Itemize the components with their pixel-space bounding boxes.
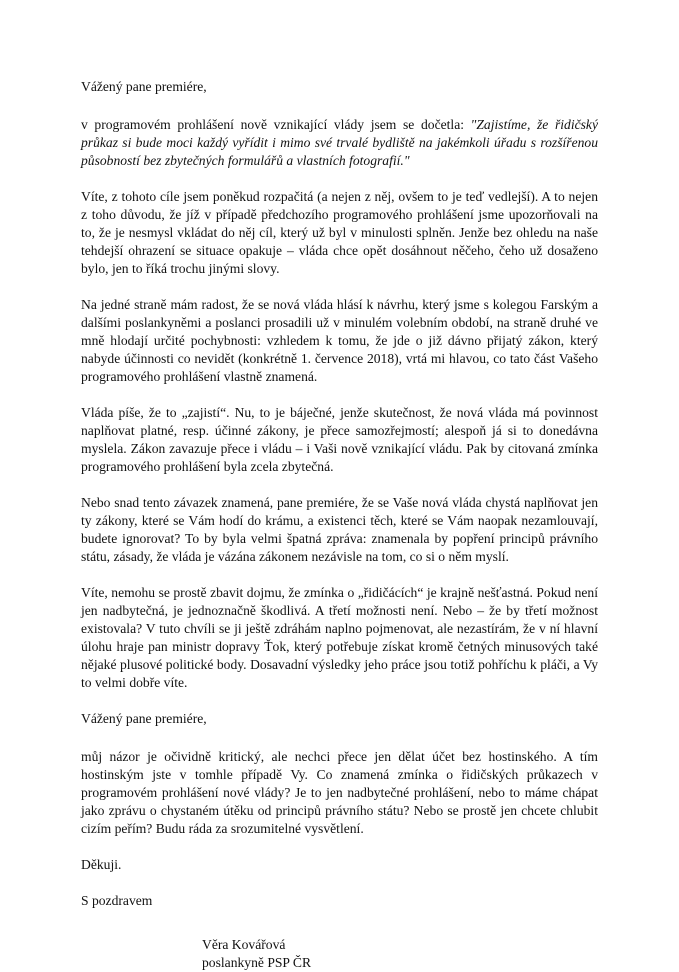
paragraph-7: můj názor je očividně kritický, ale nechci přece jen dělat účet bez hostinského. A tím hostinským jste v tomhle případě Vy. Co znamená zmínka o řidičských průkazech v programovém prohlášení nové vlády? Je to jen nadbytečné prohlášení, nebo to máme chápat jako zprávu o chystaném útěku od principů právního státu? Nebo se prostě jen chcete chlubit cizím peřím? Budu ráda za srozumitelné vysvětlení. — [81, 749, 598, 836]
signature-block — [202, 936, 598, 972]
paragraph-6: Víte, nemohu se prostě zbavit dojmu, že zmínka o „řidičácích“ je krajně nešťastná. Pokud není jen nadbytečná, je jednoznačně škodlivá. A třetí možnosti není. Nebo – že by třetí možnost existovala? V tuto chvíli se ji ještě zdráhám naplno pojmenovat, ale nezastírám, že v ní hlavní úlohu hraje pan ministr dopravy Ťok, který potřebuje získat kromě četných minusových také nějaké plusové politické body. Dosavadní výsledky jeho práce jsou totiž pohříchu k pláči, a Vy to velmi dobře víte. — [81, 585, 598, 690]
closing: S pozdravem — [81, 893, 153, 908]
salutation: Vážený pane premiére, — [81, 79, 207, 94]
paragraph-2: Víte, z tohoto cíle jsem poněkud rozpačitá (a nejen z něj, ovšem to je teď vedlejší). A to nejen z toho důvodu, že jíž v případě předchozího programového prohlášení jsme upozorňovali na to, že je nesmysl vkládat do něj cíl, který už byl v minulosti splněn. Jenže bez ohledu na naše tehdejší ohrazení se situace opakuje – vláda chce opět dosáhnout něčeho, čeho už dosaženo bylo, jen to říká trochu jinými slovy. — [81, 189, 598, 276]
signature-name: Věra Kovářová — [202, 937, 286, 952]
salutation-2: Vážený pane premiére, — [81, 711, 207, 726]
paragraph-5: Nebo snad tento závazek znamená, pane premiére, že se Vaše nová vláda chystá naplňovat jen ty zákony, které se Vám hodí do krámu, a existenci těch, které se Vám naopak nezamlouvají, budete ignorovat? To by byla velmi špatná zpráva: znamenala by popření principů právního státu, zásady, že vláda je vázána zákonem nezávisle na tom, co si o něm myslí. — [81, 495, 598, 564]
quote-intro: v programovém prohlášení nově vznikající vlády jsem se dočetla: — [81, 117, 471, 132]
paragraph-3: Na jedné straně mám radost, že se nová vláda hlásí k návrhu, který jsme s kolegou Farským a dalšími poslankyněmi a poslanci prosadili už v minulém volebním období, na straně druhé ve mně hlodají určité pochybnosti: vzhledem k tomu, že jde o již dávno přijatý zákon, který nabyde účinnosti co nevidět (konkrétně 1. července 2018), vrtá mi hlavou, co tato část Vašeho programového prohlášení vlastně znamená. — [81, 297, 598, 384]
paragraph-4: Vláda píše, že to „zajistí“. Nu, to je báječné, jenže skutečnost, že nová vláda má povinnost naplňovat platné, resp. účinné zákony, je přece samozřejmostí; alespoň já si to donedávna myslela. Zákon zavazuje přece i vládu – i Vaši nově vznikající vládu. Pak by citovaná zmínka programového prohlášení byla zcela zbytečná. — [81, 405, 598, 474]
signature-title: poslankyně PSP ČR — [202, 955, 312, 970]
program-quote: "Zajistíme, že řidičský průkaz si bude moci každý vyřídit i mimo své trvalé bydliště na jakémkoli úřadu s rozšířenou působností bez zbytečných formulářů a vlastních fotografií." — [81, 117, 598, 168]
paragraph-quote — [81, 116, 598, 170]
thanks: Děkuji. — [81, 857, 122, 872]
